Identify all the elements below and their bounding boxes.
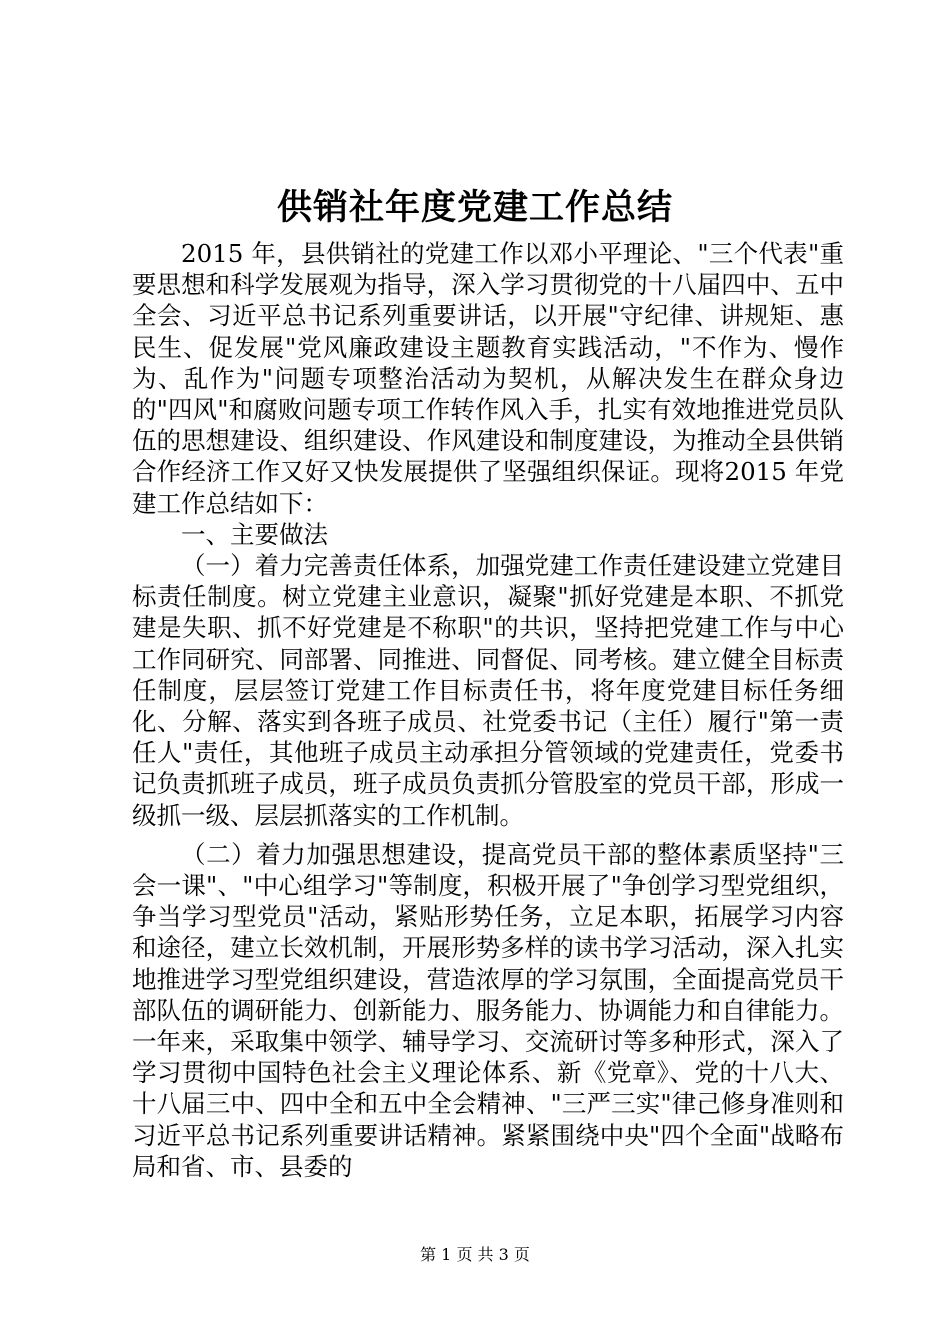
paragraph-ideology: （二）着力加强思想建设，提高党员干部的整体素质坚持"三会一课"、"中心组学习"等制度，积极开展了"争创学习型党组织，争当学习型党员"活动，紧贴形势任务，立足本职，拓展学习内容和途径，建立长效机制，开展形势多样的读书学习活动，深入扎实地推进学习型党组织建设，营造浓厚的学习氛围，全面提高党员干部队伍的调研能力、创新能力、服务能力、协调能力和自律能力。一年来，采取集中领学、辅导学习、交流研讨等多种形式，深入了学习贯彻中国特色社会主义理论体系、新《党章》、党的十八大、十八届三中、四中全和五中全会精神、"三严三实"律己修身准则和习近平总书记系列重要讲话精神。紧紧围绕中央"四个全面"战略布局和省、市、县委的: [132, 839, 844, 1181]
page-number-footer: 第 1 页 共 3 页: [420, 1245, 530, 1264]
paragraph-responsibility: （一）着力完善责任体系，加强党建工作责任建设建立党建目标责任制度。树立党建主业意识，凝聚"抓好党建是本职、不抓党建是失职、抓不好党建是不称职"的共识，坚持把党建工作与中心工作同研究、同部署、同推进、同督促、同考核。建立健全目标责任制度，层层签订党建工作目标责任书，将年度党建目标任务细化、分解、落实到各班子成员、社党委书记（主任）履行"第一责任人"责任，其他班子成员主动承担分管领域的党建责任，党委书记负责抓班子成员，班子成员负责抓分管股室的党员干部，形成一级抓一级、层层抓落实的工作机制。: [132, 551, 844, 830]
document-body: [132, 238, 844, 1182]
document-title: 供销社年度党建工作总结: [276, 187, 673, 228]
intro-paragraph: 2015 年，县供销社的党建工作以邓小平理论、"三个代表"重要思想和科学发展观为指导，深入学习贯彻党的十八届四中、五中全会、习近平总书记系列重要讲话，以开展"守纪律、讲规矩、惠民生、促发展"党风廉政建设主题教育实践活动，"不作为、慢作为、乱作为"问题专项整治活动为契机，从解决发生在群众身边的"四风"和腐败问题专项工作转作风入手，扎实有效地推进党员队伍的思想建设、组织建设、作风建设和制度建设，为推动全县供销合作经济工作又好又快发展提供了坚强组织保证。现将2015 年党建工作总结如下：: [132, 239, 844, 518]
section-heading: 一、主要做法: [181, 519, 328, 549]
